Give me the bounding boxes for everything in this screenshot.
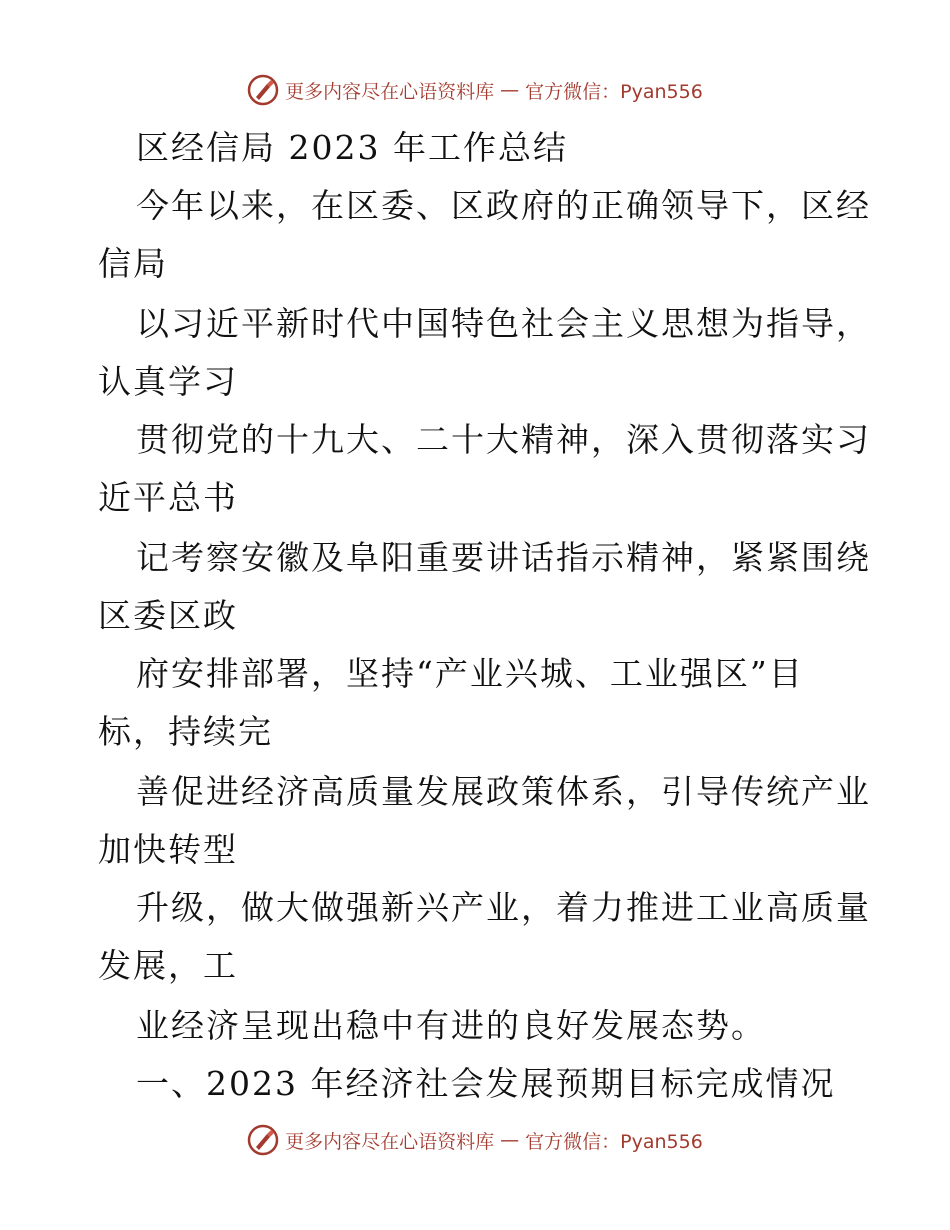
paragraph-line: 贯彻党的十九大、二十大精神，深入贯彻落实习	[136, 420, 871, 459]
paragraph-line: 认真学习	[98, 362, 238, 401]
paragraph-line: 升级，做大做强新兴产业，着力推进工业高质量	[136, 888, 871, 927]
paragraph-line: 业经济呈现出稳中有进的良好发展态势。	[136, 1006, 766, 1045]
paragraph-line: 加快转型	[98, 830, 238, 869]
footer-watermark	[0, 1120, 950, 1160]
paragraph-line: 善促进经济高质量发展政策体系，引导传统产业	[136, 772, 871, 811]
header-watermark	[0, 70, 950, 110]
paragraph-line: 标，持续完	[98, 712, 273, 751]
watermark-separator: —	[500, 79, 520, 101]
watermark-text: 更多内容尽在心语资料库	[285, 1130, 495, 1153]
watermark-separator: —	[500, 1129, 520, 1151]
document-title: 区经信局 2023 年工作总结	[136, 128, 568, 167]
pen-seal-icon	[247, 74, 279, 106]
watermark-contact: 官方微信：Pyan556	[525, 1130, 703, 1153]
watermark-contact: 官方微信：Pyan556	[525, 80, 703, 103]
paragraph-line: 记考察安徽及阜阳重要讲话指示精神，紧紧围绕	[136, 538, 871, 577]
pen-seal-icon	[247, 1124, 279, 1156]
section-heading: 一、2023 年经济社会发展预期目标完成情况	[136, 1064, 836, 1103]
watermark-text: 更多内容尽在心语资料库	[285, 80, 495, 103]
paragraph-line: 以习近平新时代中国特色社会主义思想为指导，	[136, 304, 871, 343]
paragraph-line: 区委区政	[98, 596, 238, 635]
paragraph-line: 信局	[98, 244, 168, 283]
paragraph-line: 发展，工	[98, 946, 238, 985]
paragraph-line: 府安排部署，坚持“产业兴城、工业强区”目	[136, 654, 804, 693]
paragraph-line: 近平总书	[98, 478, 238, 517]
paragraph-line: 今年以来，在区委、区政府的正确领导下，区经	[136, 186, 871, 225]
